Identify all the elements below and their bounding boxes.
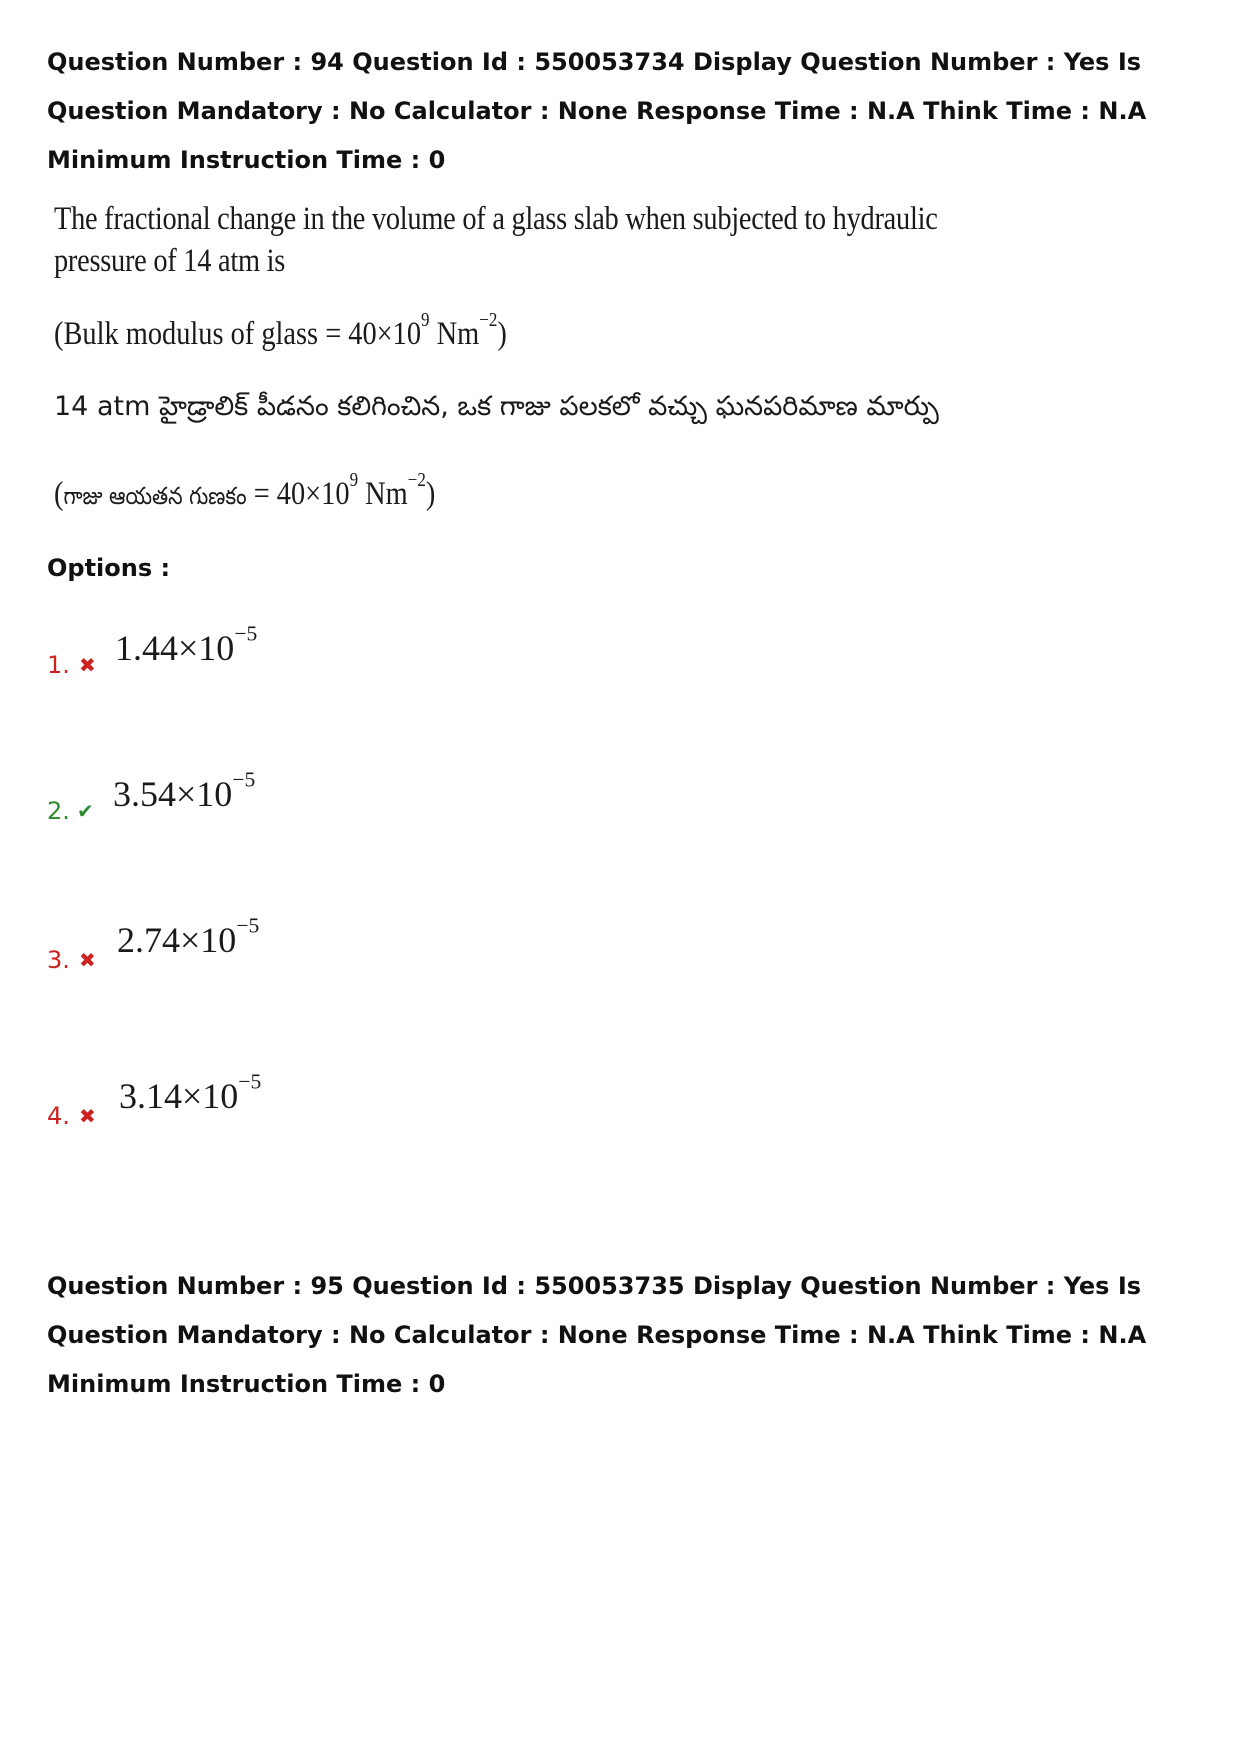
option-number: 4.: [47, 1102, 70, 1130]
bulk-modulus-te-eq: = 40×10: [246, 476, 350, 512]
option-value: [113, 767, 256, 814]
option-value: [119, 1069, 262, 1116]
option-number: 2.: [47, 797, 70, 825]
question-95-header: Question Number : 95 Question Id : 550053735 Display Question Number : Yes Is Question Mandatory : No Calculator : None Response Time : N.A Think Time : N.A Minimum Instruction Time : 0: [47, 1272, 1147, 1398]
option-exponent: −5: [238, 1069, 262, 1094]
option-value: [115, 621, 258, 668]
bulk-modulus-unit-exponent: −2: [479, 309, 498, 332]
cross-icon: ✖: [79, 948, 96, 972]
question-94-header: Question Number : 94 Question Id : 550053734 Display Question Number : Yes Is Question Mandatory : No Calculator : None Response Time : N.A Think Time : N.A Minimum Instruction Time : 0: [47, 48, 1147, 174]
option-exponent: −5: [236, 913, 260, 938]
cross-icon: ✖: [79, 653, 96, 677]
option-mantissa: 3.14×10: [119, 1076, 239, 1116]
option-1: [47, 620, 547, 680]
option-4: [47, 1070, 547, 1130]
bulk-modulus-english: [54, 309, 507, 355]
bulk-modulus-te-label: గాజు ఆయతన గుణకం: [63, 482, 247, 510]
bulk-modulus-te-exponent: 9: [349, 469, 359, 492]
option-exponent: −5: [232, 767, 256, 792]
bulk-modulus-unit: Nm: [429, 316, 480, 352]
option-mantissa: 2.74×10: [117, 920, 237, 960]
option-mantissa: 1.44×10: [115, 628, 235, 668]
option-3: [47, 915, 547, 975]
option-mantissa: 3.54×10: [113, 774, 233, 814]
bulk-modulus-te-unit-exponent: −2: [407, 469, 426, 492]
bulk-modulus-te-close: ): [425, 476, 436, 512]
bulk-modulus-prefix: (Bulk modulus of glass = 40×10: [54, 316, 422, 352]
options-label: Options :: [47, 554, 171, 582]
question-text-english: The fractional change in the volume of a glass slab when subjected to hydraulic pressure of 14 atm is: [54, 201, 938, 279]
option-number: 3.: [47, 946, 70, 974]
question-text-telugu: 14 atm హైడ్రాలిక్ పీడనం కలిగించిన, ఒక గాజు పలకలో వచ్చు ఘనపరిమాణ మార్పు: [54, 391, 939, 422]
option-number: 1.: [47, 651, 70, 679]
check-icon: ✔: [77, 799, 94, 823]
bulk-modulus-exponent: 9: [421, 309, 430, 332]
option-2: [47, 766, 547, 826]
cross-icon: ✖: [79, 1104, 96, 1128]
bulk-modulus-close: ): [497, 316, 507, 352]
bulk-modulus-telugu: [54, 469, 436, 517]
option-value: [117, 913, 260, 960]
bulk-modulus-te-unit: Nm: [358, 476, 408, 512]
bulk-modulus-te-open: (: [54, 476, 64, 512]
option-exponent: −5: [234, 621, 258, 646]
